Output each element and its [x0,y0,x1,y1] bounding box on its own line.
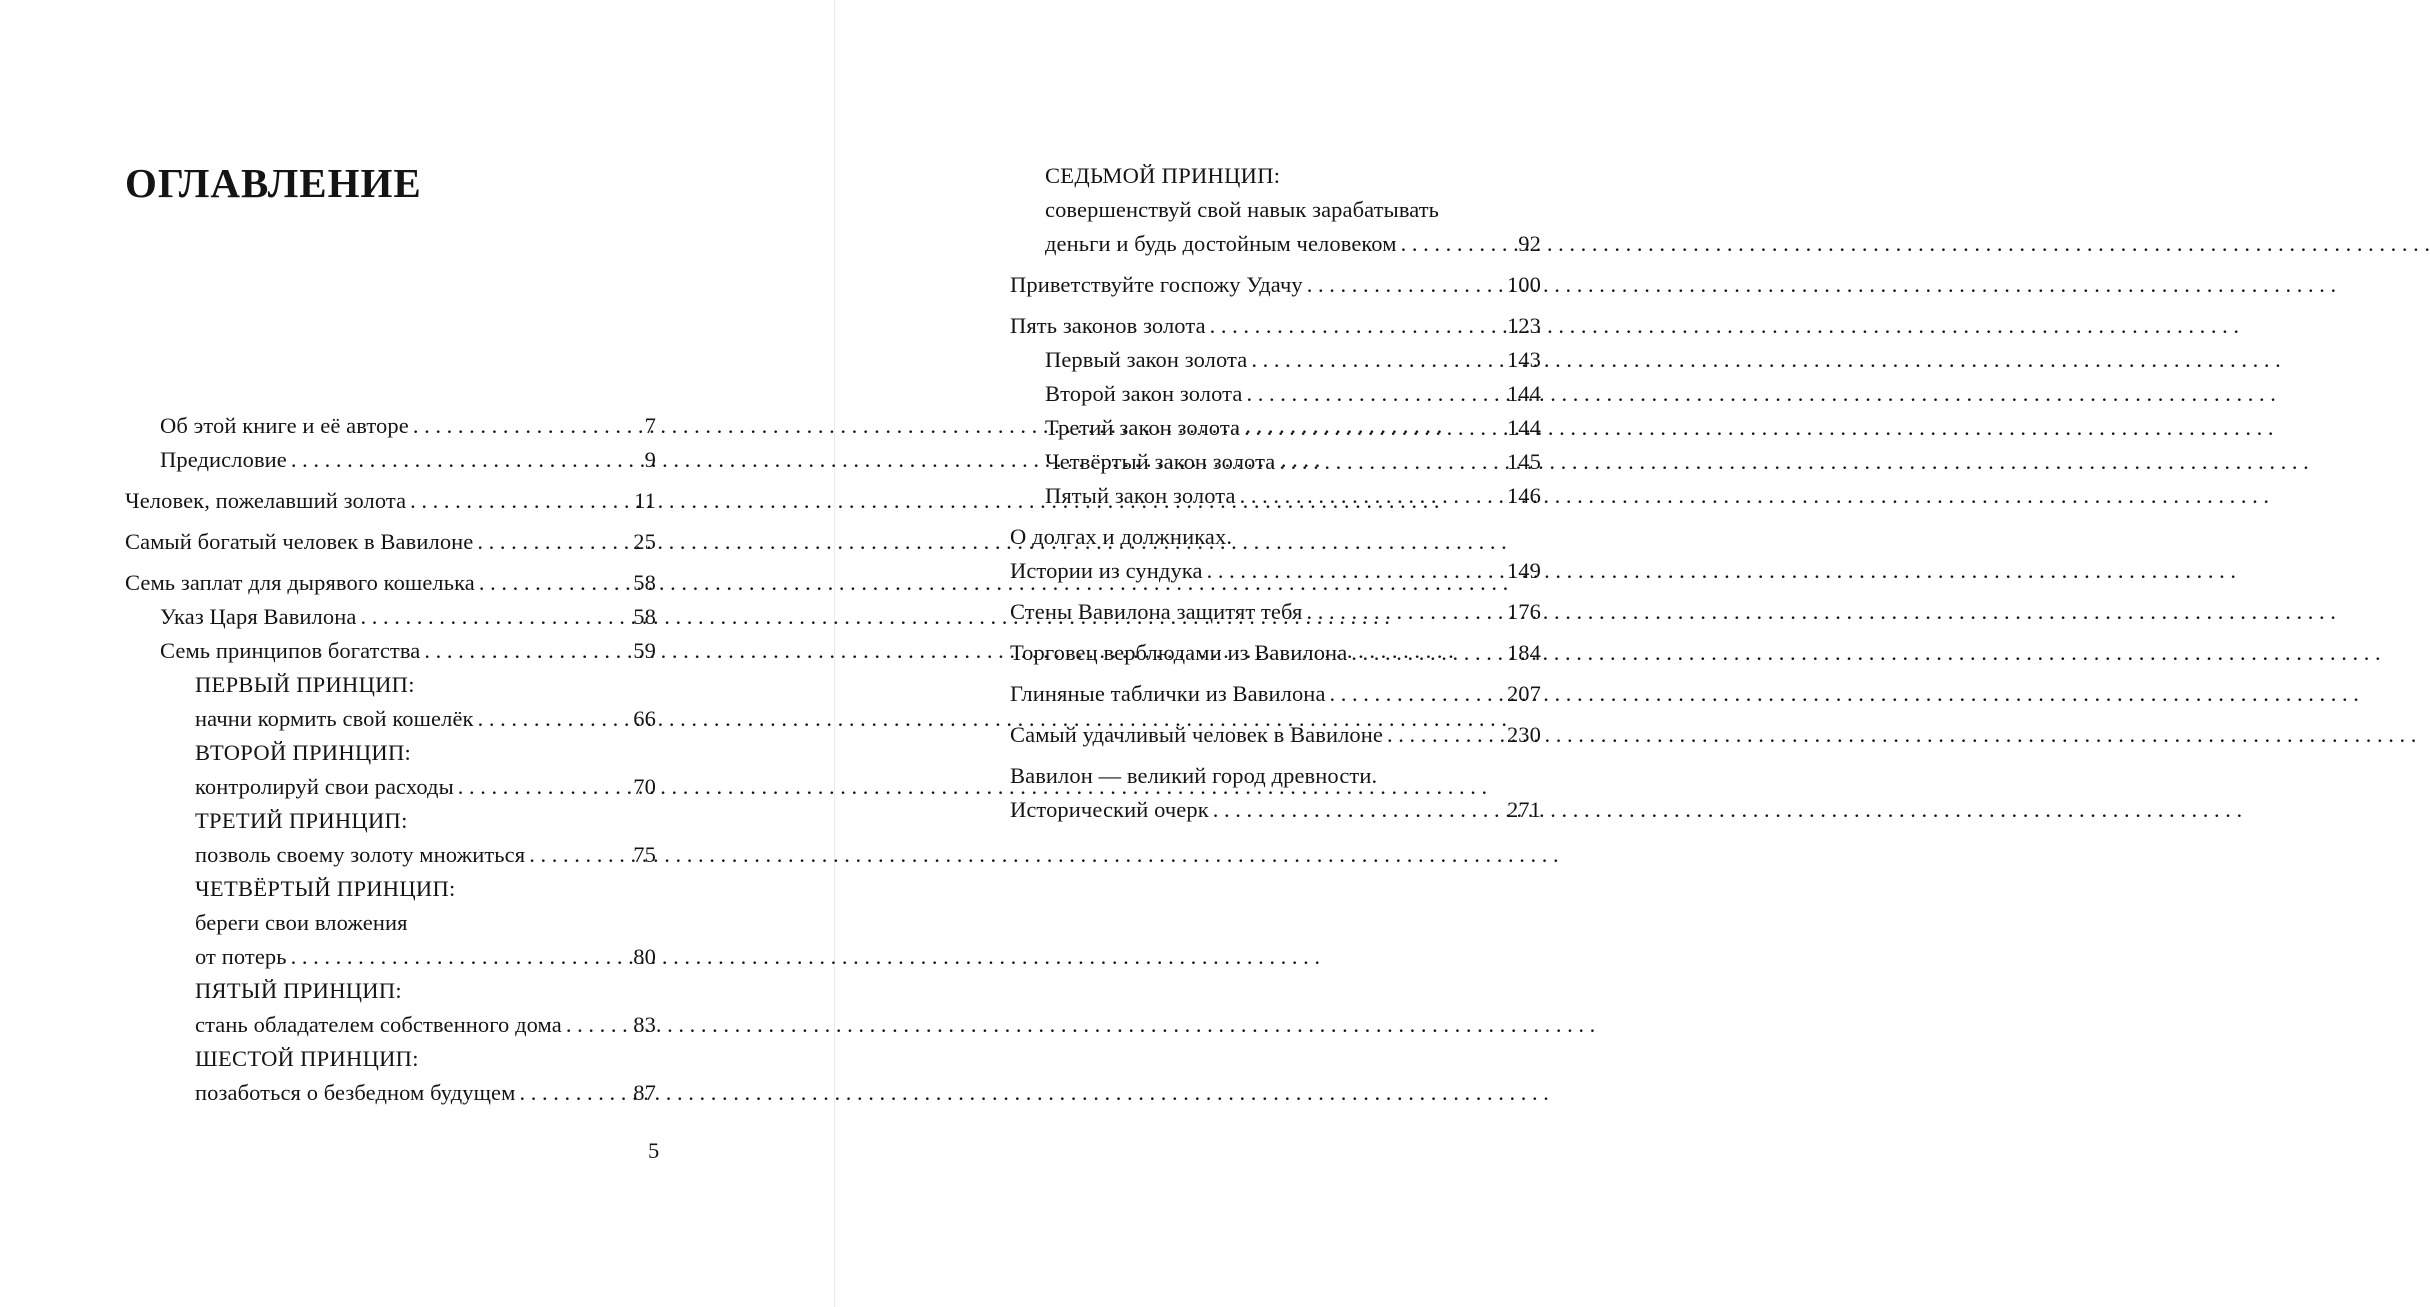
toc-entry-page: 66 [633,706,656,731]
toc-entry-title: Пятый закон золота [1045,483,1236,508]
toc-entry[interactable] [125,525,656,559]
toc-entry-title: от потерь [195,944,287,969]
toc-entry[interactable] [125,484,656,518]
toc-entry-page: 75 [633,842,656,867]
toc-entry-page: 100 [1506,272,1541,297]
toc-entry-title: ШЕСТОЙ ПРИНЦИП: [195,1046,419,1071]
toc-entry-page: 149 [1506,558,1541,583]
toc-list-left [125,409,656,1110]
toc-entry-page: 9 [644,447,656,472]
toc-entry[interactable] [125,770,656,804]
toc-entry-title: Предисловие [160,447,287,472]
toc-entry-title: СЕДЬМОЙ ПРИНЦИП: [1045,163,1281,188]
toc-entry-title: позволь своему золоту множиться [195,842,526,867]
toc-entry-title: Стены Вавилона защитят тебя [1010,599,1303,624]
toc-entry-title: Пять законов золота [1010,313,1206,338]
toc-entry[interactable] [125,566,656,600]
toc-entry-title: Приветствуйте госпожу Удачу [1010,272,1303,297]
dot-leader [458,770,630,804]
toc-entry[interactable] [125,634,656,668]
toc-entry[interactable] [1010,793,1541,827]
toc-entry[interactable] [1010,479,1541,513]
dot-leader [1244,411,1503,445]
toc-entry-title: Самый богатый человек в Вавилоне [125,529,474,554]
toc-entry-title: совершенствуй свой навык зарабатывать [1045,197,1440,222]
toc-entry[interactable] [1010,595,1541,629]
dot-leader [1210,309,1503,343]
dot-leader [1387,718,1503,752]
toc-entry-page: 184 [1506,640,1541,665]
toc-entry-title: Второй закон золота [1045,381,1243,406]
toc-entry[interactable] [1010,445,1541,479]
toc-entry-page: 7 [644,413,656,438]
dot-leader [566,1008,629,1042]
toc-entry-page: 145 [1506,449,1541,474]
toc-entry-title: ПЯТЫЙ ПРИНЦИП: [195,978,402,1003]
toc-principle-heading [125,736,656,770]
dot-leader [1251,343,1503,377]
dot-leader [410,484,630,518]
dot-leader [1401,227,1515,261]
toc-entry-page: 143 [1506,347,1541,372]
toc-entry-page: 146 [1506,483,1541,508]
toc-entry-page: 123 [1506,313,1541,338]
toc-principle-heading [125,974,656,1008]
toc-entry-title: Об этой книге и её авторе [160,413,409,438]
toc-entry-title: береги свои вложения [195,910,408,935]
toc-entry-title: позаботься о безбедном будущем [195,1080,516,1105]
toc-entry[interactable] [125,702,656,736]
page-number: 5 [648,1138,660,1163]
toc-entry-page: 87 [633,1080,656,1105]
toc-entry[interactable] [125,409,656,443]
toc-entry-page: 11 [634,488,656,513]
toc-entry-page: 58 [633,604,656,629]
dot-leader [479,566,629,600]
dot-leader [1307,268,1503,302]
dot-leader [477,525,629,559]
toc-entry-line [1010,520,1541,554]
toc-entry-page: 59 [633,638,656,663]
dot-leader [1240,479,1503,513]
toc-entry-title: ВТОРОЙ ПРИНЦИП: [195,740,412,765]
toc-entry-title: Торговец верблюдами из Вавилона [1010,640,1348,665]
toc-entry[interactable] [125,1008,656,1042]
toc-entry[interactable] [125,838,656,872]
toc-entry-title: Семь заплат для дырявого кошелька [125,570,475,595]
toc-entry-page: 70 [633,774,656,799]
toc-entry-title: начни кормить свой кошелёк [195,706,474,731]
toc-entry-title: деньги и будь достойным человеком [1045,231,1397,256]
toc-entry-page: 83 [633,1012,656,1037]
toc-entry-title: Указ Царя Вавилона [160,604,357,629]
toc-entry-title: Первый закон золота [1045,347,1248,372]
toc-entry-title: Истории из сундука [1010,558,1203,583]
toc-entry-page: 176 [1506,599,1541,624]
toc-entry-title: Человек, пожелавший золота [125,488,407,513]
toc-entry-page: 207 [1506,681,1541,706]
toc-entry[interactable] [1010,677,1541,711]
toc-entry[interactable] [1010,377,1541,411]
toc-entry-page: 58 [633,570,656,595]
dot-leader [1330,677,1503,711]
toc-entry[interactable] [1010,343,1541,377]
toc-principle-heading [125,804,656,838]
toc-entry[interactable] [125,600,656,634]
dot-leader [529,838,629,872]
toc-entry[interactable] [1010,636,1541,670]
toc-entry-title: Самый удачливый человек в Вавилоне [1010,722,1384,747]
dot-leader [413,409,641,443]
toc-principle-heading [125,1042,656,1076]
dot-leader [1207,554,1503,588]
toc-entry[interactable] [1010,227,1541,261]
toc-entry-title: Вавилон — великий город древности. [1010,763,1378,788]
dot-leader [424,634,629,668]
toc-entry-page: 80 [633,944,656,969]
toc-entry-title: Исторический очерк [1010,797,1209,822]
dot-leader [360,600,629,634]
toc-entry-title: Четвёртый закон золота [1045,449,1276,474]
dot-leader [1279,445,1503,479]
toc-entry-title: Третий закон золота [1045,415,1241,440]
toc-entry-title: ТРЕТИЙ ПРИНЦИП: [195,808,408,833]
dot-leader [1351,636,1503,670]
toc-entry[interactable] [1010,554,1541,588]
page-title: ОГЛАВЛЕНИЕ [125,160,422,206]
toc-principle-heading [125,872,656,906]
toc-entry[interactable] [1010,718,1541,752]
toc-entry-page: 271 [1506,797,1541,822]
toc-list-right [1010,159,1541,827]
toc-entry-title: Семь принципов богатства [160,638,421,663]
toc-entry-line [1010,759,1541,793]
toc-entry-page: 144 [1506,381,1541,406]
toc-entry[interactable] [125,443,656,477]
dot-leader [1306,595,1502,629]
toc-entry-title: стань обладателем собственного дома [195,1012,562,1037]
toc-entry-title: ПЕРВЫЙ ПРИНЦИП: [195,672,415,697]
toc-principle-heading [125,668,656,702]
toc-entry[interactable] [125,940,656,974]
toc-entry[interactable] [1010,309,1541,343]
toc-entry-title: О долгах и должниках. [1010,524,1233,549]
toc-entry-page: 25 [633,529,656,554]
toc-entry-title: ЧЕТВЁРТЫЙ ПРИНЦИП: [195,876,456,901]
toc-principle-heading [1010,159,1541,193]
toc-entry-line [125,906,656,940]
toc-entry-title: Глиняные таблички из Вавилона [1010,681,1326,706]
dot-leader [291,443,641,477]
toc-entry-page: 230 [1506,722,1541,747]
dot-leader [291,940,630,974]
dot-leader [519,1076,629,1110]
toc-entry-line [1010,193,1541,227]
dot-leader [1213,793,1503,827]
toc-entry-page: 144 [1506,415,1541,440]
dot-leader [478,702,630,736]
toc-entry[interactable] [1010,411,1541,445]
toc-entry-page: 92 [1518,231,1541,256]
dot-leader [1246,377,1503,411]
toc-entry[interactable] [1010,268,1541,302]
toc-entry[interactable] [125,1076,656,1110]
toc-entry-title: контролируй свои расходы [195,774,454,799]
